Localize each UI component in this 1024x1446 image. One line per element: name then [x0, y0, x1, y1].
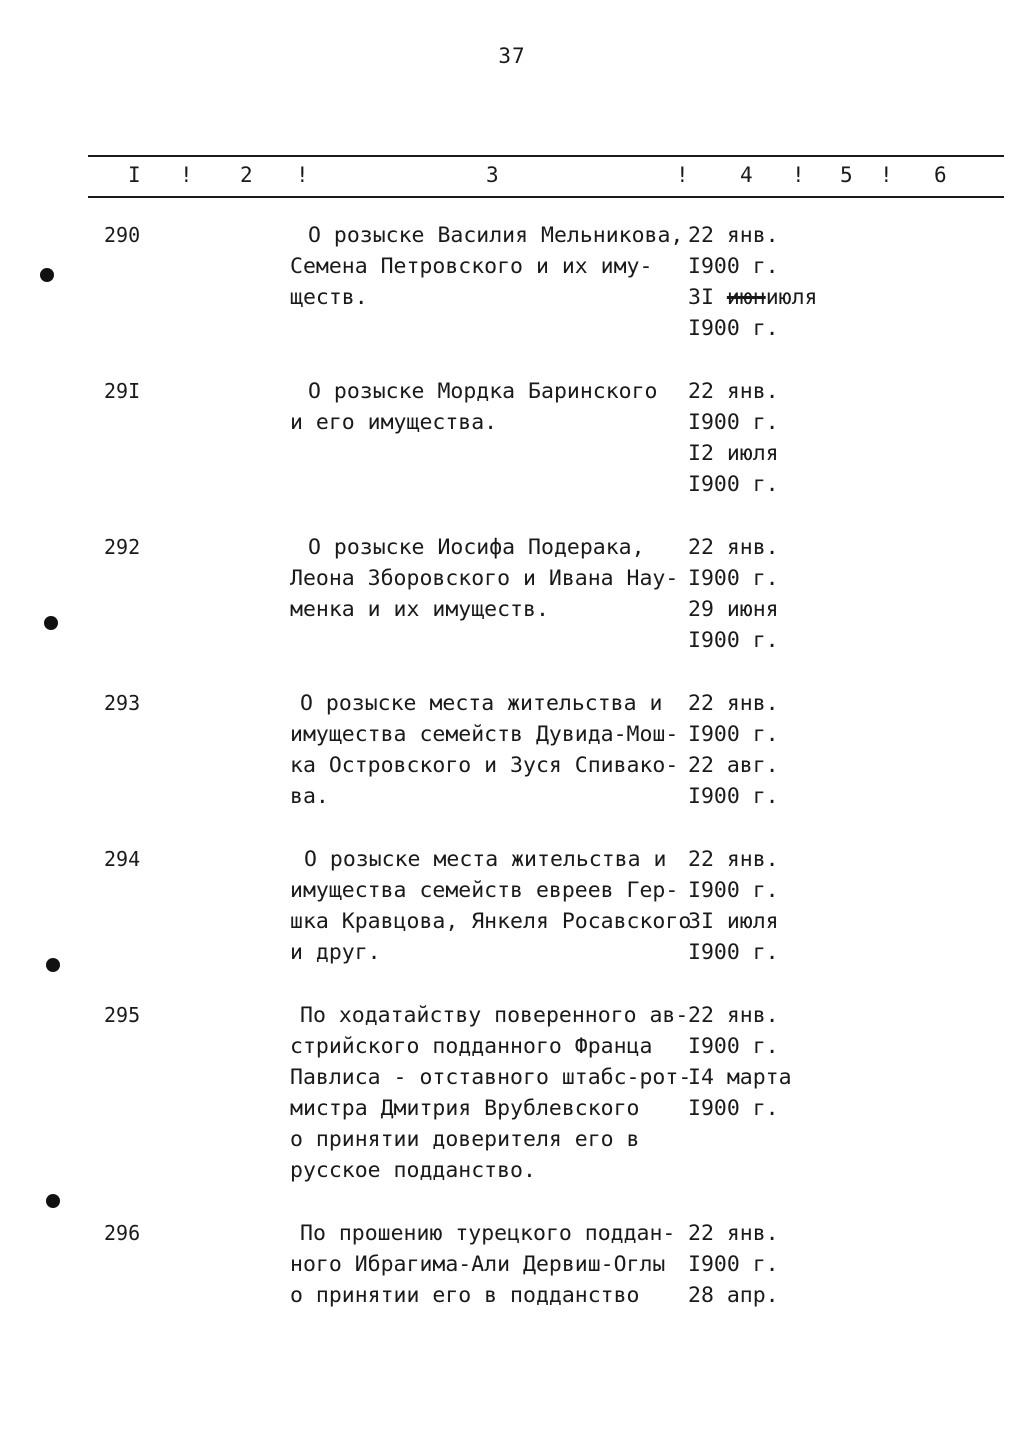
column-header-row: [0, 160, 1024, 192]
entry-description: [290, 1218, 690, 1311]
date-line: 28 апр.: [688, 1283, 779, 1308]
date-line: I900 г.: [688, 254, 779, 279]
description-line: стрийского подданного Франца: [290, 1034, 653, 1059]
table-header-rule: [88, 196, 1004, 198]
entry-number: 290: [104, 223, 141, 247]
binder-hole-mark: [46, 958, 60, 972]
binder-hole-mark: [44, 616, 58, 630]
date-line: I2 июля: [688, 441, 779, 466]
table-top-rule: [88, 155, 1004, 157]
struck-out-text: июн: [726, 285, 766, 310]
date-line: 29 июня: [688, 597, 779, 622]
date-line: I900 г.: [688, 410, 779, 435]
description-line: русское подданство.: [290, 1158, 536, 1183]
date-line: I900 г.: [688, 628, 779, 653]
page-number: 37: [498, 44, 526, 68]
description-line: По ходатайству поверенного ав-: [300, 1003, 689, 1028]
entry-number: 293: [104, 691, 141, 715]
date-line: 22 янв.: [688, 691, 779, 716]
date-line: I900 г.: [688, 940, 779, 965]
description-line: менка и их имуществ.: [290, 597, 549, 622]
description-line: о принятии его в подданство: [290, 1283, 640, 1308]
entry-description: [290, 376, 690, 438]
column-separator: !: [296, 163, 309, 187]
description-line: шка Кравцова, Янкеля Росавского: [290, 909, 692, 934]
description-line: По прошению турецкого поддан-: [300, 1221, 676, 1246]
description-line: О розыске Иосифа Подерака,: [308, 535, 645, 560]
date-line: 22 янв.: [688, 379, 779, 404]
description-line: ного Ибрагима-Али Дервиш-Оглы: [290, 1252, 666, 1277]
date-line: I900 г.: [688, 1034, 779, 1059]
date-line: 22 янв.: [688, 1221, 779, 1246]
column-header-4: 4: [740, 163, 753, 187]
date-line: I900 г.: [688, 722, 779, 747]
date-prefix: 3I: [688, 285, 727, 310]
description-line: Леона Зборовского и Ивана Нау-: [290, 566, 679, 591]
date-line: 3I июля: [688, 909, 779, 934]
date-line: 22 янв.: [688, 223, 779, 248]
date-line: I900 г.: [688, 566, 779, 591]
description-line: О розыске места жительства и: [300, 691, 663, 716]
date-line-corrected: [688, 282, 828, 313]
entry-description: [290, 532, 690, 625]
date-line: I900 г.: [688, 1252, 779, 1277]
column-separator: !: [880, 163, 893, 187]
description-line: о принятии доверителя его в: [290, 1127, 640, 1152]
entry-description: [290, 220, 690, 313]
binder-hole-mark: [46, 1194, 60, 1208]
date-line: I4 марта: [688, 1065, 792, 1090]
date-line: I900 г.: [688, 878, 779, 903]
entry-dates: [688, 220, 828, 344]
entry-number: 296: [104, 1221, 141, 1245]
column-separator: !: [792, 163, 805, 187]
entry-description: [290, 1000, 690, 1186]
description-line: имущества семейств Дувида-Мош-: [290, 722, 679, 747]
description-line: Павлиса - отставного штабс-рот-: [290, 1065, 692, 1090]
entry-number: 29I: [104, 379, 141, 403]
entry-dates: [688, 532, 828, 656]
date-corrected: июля: [765, 285, 818, 310]
description-line: Семена Петровского и их иму-: [290, 254, 653, 279]
date-line: 22 янв.: [688, 535, 779, 560]
entry-dates: [688, 688, 828, 812]
description-line: ва.: [290, 784, 329, 809]
date-line: I900 г.: [688, 316, 779, 341]
date-line: 22 янв.: [688, 1003, 779, 1028]
date-line: I900 г.: [688, 784, 779, 809]
entry-description: [290, 844, 690, 968]
column-separator: !: [676, 163, 689, 187]
entry-number: 294: [104, 847, 141, 871]
entry-dates: [688, 844, 828, 968]
date-line: I900 г.: [688, 1096, 779, 1121]
description-line: и его имущества.: [290, 410, 498, 435]
entry-dates: [688, 1000, 828, 1124]
column-header-6: 6: [934, 163, 947, 187]
description-line: О розыске Мордка Баринского: [308, 379, 658, 404]
description-line: мистра Дмитрия Врублевского: [290, 1096, 640, 1121]
date-line: I900 г.: [688, 472, 779, 497]
column-header-2: 2: [240, 163, 253, 187]
column-header-3: 3: [486, 163, 499, 187]
entry-dates: [688, 1218, 828, 1311]
entry-number: 295: [104, 1003, 141, 1027]
entry-description: [290, 688, 690, 812]
entry-number: 292: [104, 535, 141, 559]
description-line: ществ.: [290, 285, 368, 310]
description-line: ка Островского и Зуся Спивако-: [290, 753, 679, 778]
column-header-5: 5: [840, 163, 853, 187]
description-line: О розыске Василия Мельникова,: [308, 223, 684, 248]
date-line: 22 авг.: [688, 753, 779, 778]
description-line: имущества семейств евреев Гер-: [290, 878, 679, 903]
description-line: О розыске места жительства и: [304, 847, 667, 872]
binder-hole-mark: [40, 268, 54, 282]
description-line: и друг.: [290, 940, 381, 965]
column-separator: !: [180, 163, 193, 187]
column-header-1: I: [128, 163, 141, 187]
entry-dates: [688, 376, 828, 500]
date-line: 22 янв.: [688, 847, 779, 872]
